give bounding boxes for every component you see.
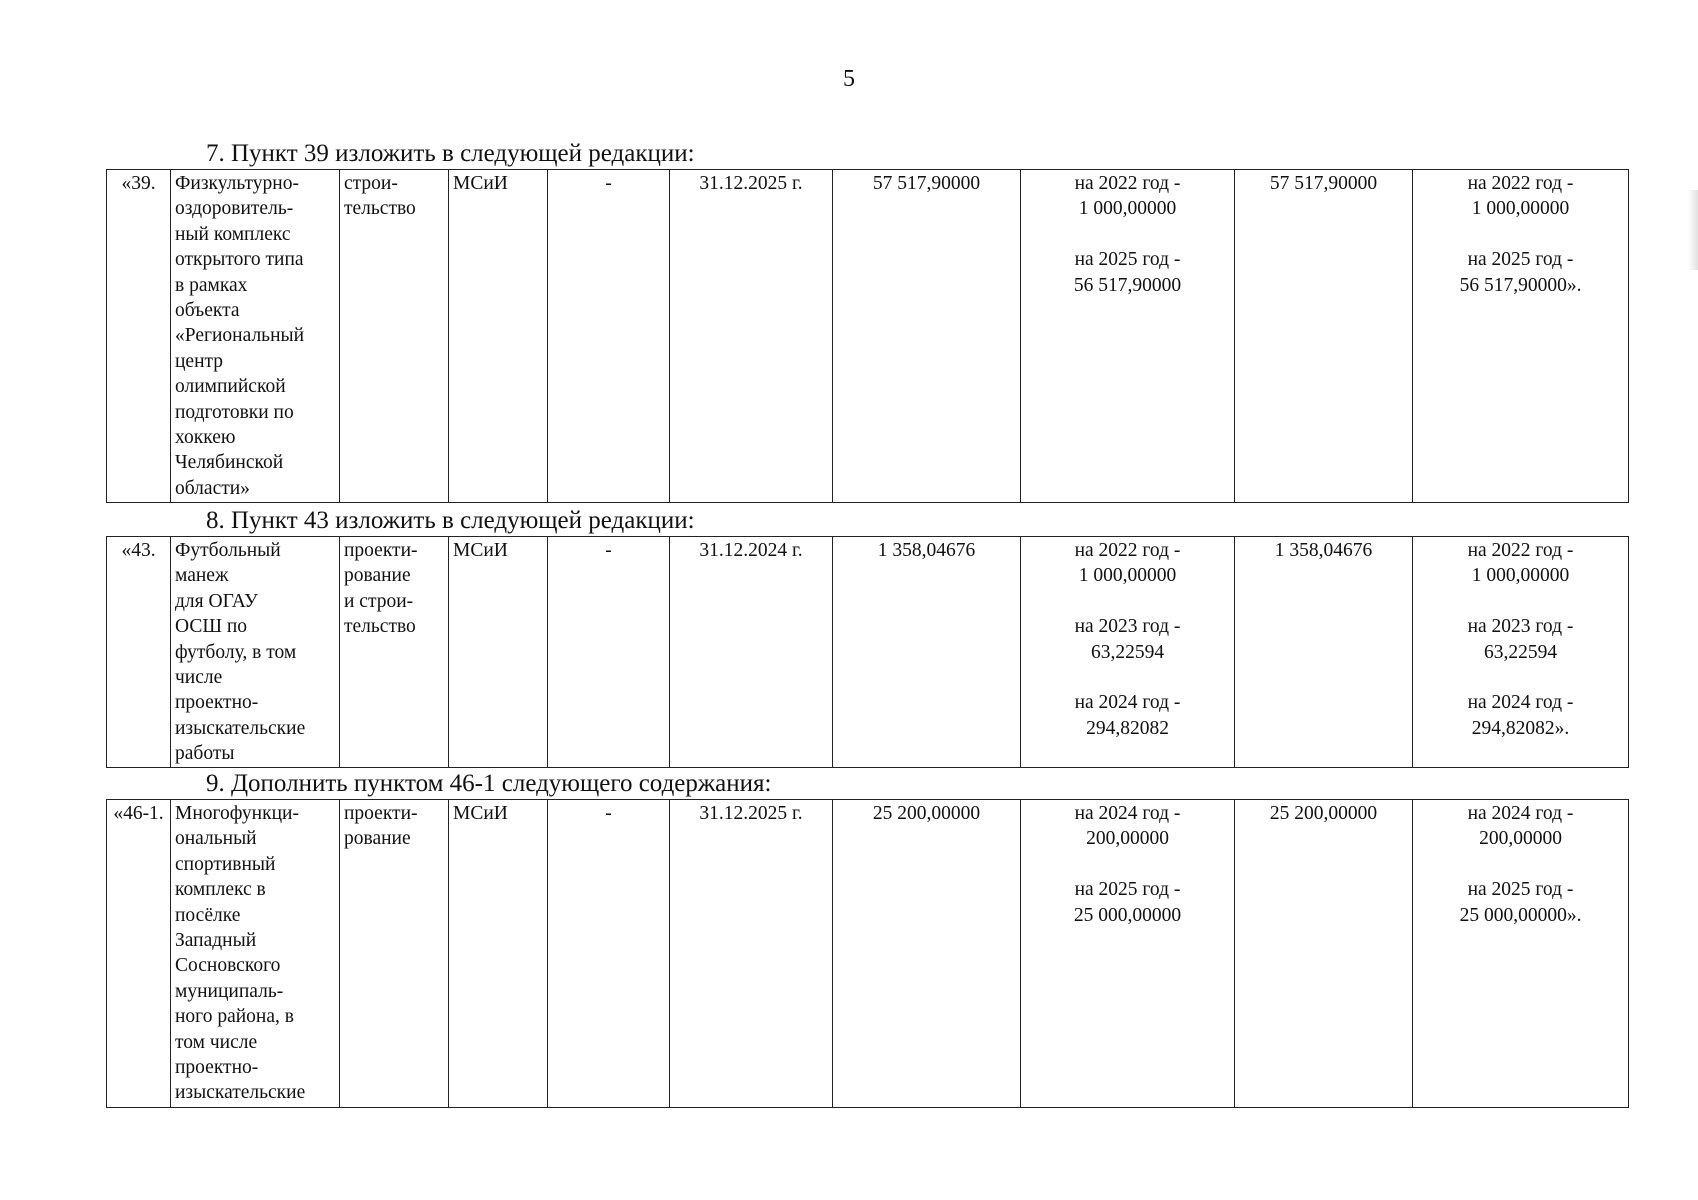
funding-year: на 2024 год - (1467, 692, 1574, 714)
type-line: рование (344, 828, 411, 850)
funding-amount: 1 000,00000 (1078, 565, 1177, 587)
funding-by-year-2 (1413, 537, 1629, 768)
table-item-39 (106, 169, 1629, 503)
name-line: Сосновского (175, 955, 281, 977)
object-name (171, 170, 340, 503)
funding-amount: 25 000,00000 (1073, 904, 1182, 926)
name-line: ОСШ по (175, 616, 248, 638)
funding-year: на 2022 год - (1467, 173, 1574, 194)
funding-year: на 2025 год - (1467, 249, 1574, 271)
name-line: футболу, в том (175, 641, 297, 663)
funding-amount: 56 517,90000 (1073, 274, 1182, 296)
work-type (340, 537, 449, 768)
item-number: «39. (107, 170, 171, 503)
name-line: области» (175, 477, 250, 499)
total-amount: 1 358,04676 (1235, 537, 1413, 768)
type-line: и строи- (344, 590, 414, 612)
name-line: муниципаль- (175, 980, 284, 1002)
funding-year: на 2022 год - (1074, 540, 1181, 561)
object-name (171, 800, 340, 1108)
section-heading-7: 7. Пункт 39 изложить в следующей редакции: (206, 140, 695, 167)
work-type (340, 170, 449, 503)
object-name (171, 537, 340, 768)
funding-amount: 63,22594 (1483, 641, 1558, 663)
completion-date: 31.12.2025 г. (670, 170, 833, 503)
name-line: оздоровитель- (175, 198, 294, 220)
name-line: ональный (175, 828, 257, 850)
name-line: комплекс в (175, 879, 266, 901)
name-line: проектно- (175, 1057, 259, 1079)
empty-value: - (548, 170, 670, 503)
name-line: для ОГАУ (175, 590, 258, 612)
funding-amount: 63,22594 (1090, 641, 1165, 663)
funding-amount: 1 000,00000 (1471, 565, 1570, 587)
name-line: Западный (175, 930, 257, 952)
name-line: изыскательские (175, 1082, 306, 1104)
section-heading-9: 9. Дополнить пунктом 46-1 следующего содержания: (206, 770, 772, 797)
type-line: проекти- (344, 803, 418, 824)
name-line: ный комплекс (175, 223, 291, 245)
name-line: Многофункци- (175, 803, 299, 824)
name-line: ного района, в (175, 1006, 294, 1028)
section-heading-8: 8. Пункт 43 изложить в следующей редакции: (206, 507, 695, 534)
funding-year: на 2025 год - (1074, 879, 1181, 901)
type-line: тельство (344, 198, 416, 220)
table-row (107, 537, 1629, 768)
funding-year: на 2025 год - (1467, 879, 1574, 901)
organization: МСиИ (449, 537, 548, 768)
funding-year: на 2024 год - (1467, 803, 1574, 824)
type-line: проекти- (344, 540, 418, 561)
funding-amount: 25 000,00000». (1459, 904, 1582, 926)
funding-year: на 2022 год - (1467, 540, 1574, 561)
name-line: центр (175, 350, 224, 372)
estimated-cost: 25 200,00000 (833, 800, 1021, 1108)
name-line: открытого типа (175, 249, 304, 271)
name-line: проектно- (175, 692, 259, 714)
type-line: тельство (344, 616, 416, 638)
name-line: спортивный (175, 853, 276, 875)
completion-date: 31.12.2025 г. (670, 800, 833, 1108)
name-line: том числе (175, 1031, 258, 1053)
name-line: Футбольный (175, 540, 281, 561)
table-row (107, 800, 1629, 1108)
item-number: «46-1. (107, 800, 171, 1108)
funding-amount: 294,82082». (1471, 717, 1570, 739)
name-line: в рамках (175, 274, 248, 296)
empty-value: - (548, 800, 670, 1108)
total-amount: 57 517,90000 (1235, 170, 1413, 503)
name-line: Физкультурно- (175, 173, 299, 194)
funding-year: на 2022 год - (1074, 173, 1181, 194)
name-line: изыскательские (175, 717, 306, 739)
funding-year: на 2023 год - (1467, 616, 1574, 638)
name-line: объекта (175, 300, 240, 322)
completion-date: 31.12.2024 г. (670, 537, 833, 768)
funding-amount: 200,00000 (1086, 828, 1169, 850)
funding-year: на 2023 год - (1074, 616, 1181, 638)
name-line: посёлке (175, 904, 241, 926)
scan-edge-shadow (1688, 190, 1698, 270)
funding-amount: 1 000,00000 (1078, 198, 1177, 220)
page-number: 5 (843, 66, 855, 92)
name-line: числе (175, 667, 223, 689)
name-line: «Региональный (175, 325, 305, 347)
funding-year: на 2025 год - (1074, 249, 1181, 271)
funding-by-year-2 (1413, 800, 1629, 1108)
item-number: «43. (107, 537, 171, 768)
name-line: хоккею (175, 427, 236, 449)
table-item-46-1 (106, 799, 1629, 1108)
empty-value: - (548, 537, 670, 768)
funding-year: на 2024 год - (1074, 803, 1181, 824)
table-item-43 (106, 536, 1629, 768)
name-line: подготовки по (175, 401, 294, 423)
estimated-cost: 57 517,90000 (833, 170, 1021, 503)
organization: МСиИ (449, 170, 548, 503)
funding-by-year-2 (1413, 170, 1629, 503)
funding-year: на 2024 год - (1074, 692, 1181, 714)
funding-amount: 56 517,90000». (1459, 274, 1582, 296)
name-line: манеж (175, 565, 229, 587)
organization: МСиИ (449, 800, 548, 1108)
work-type (340, 800, 449, 1108)
funding-amount: 294,82082 (1086, 717, 1169, 739)
funding-amount: 1 000,00000 (1471, 198, 1570, 220)
funding-by-year (1021, 800, 1235, 1108)
estimated-cost: 1 358,04676 (833, 537, 1021, 768)
type-line: строи- (344, 173, 398, 194)
type-line: рование (344, 565, 411, 587)
name-line: работы (175, 743, 235, 765)
funding-amount: 200,00000 (1479, 828, 1562, 850)
funding-by-year (1021, 170, 1235, 503)
funding-by-year (1021, 537, 1235, 768)
name-line: олимпийской (175, 376, 286, 398)
name-line: Челябинской (175, 452, 284, 474)
total-amount: 25 200,00000 (1235, 800, 1413, 1108)
table-row (107, 170, 1629, 503)
